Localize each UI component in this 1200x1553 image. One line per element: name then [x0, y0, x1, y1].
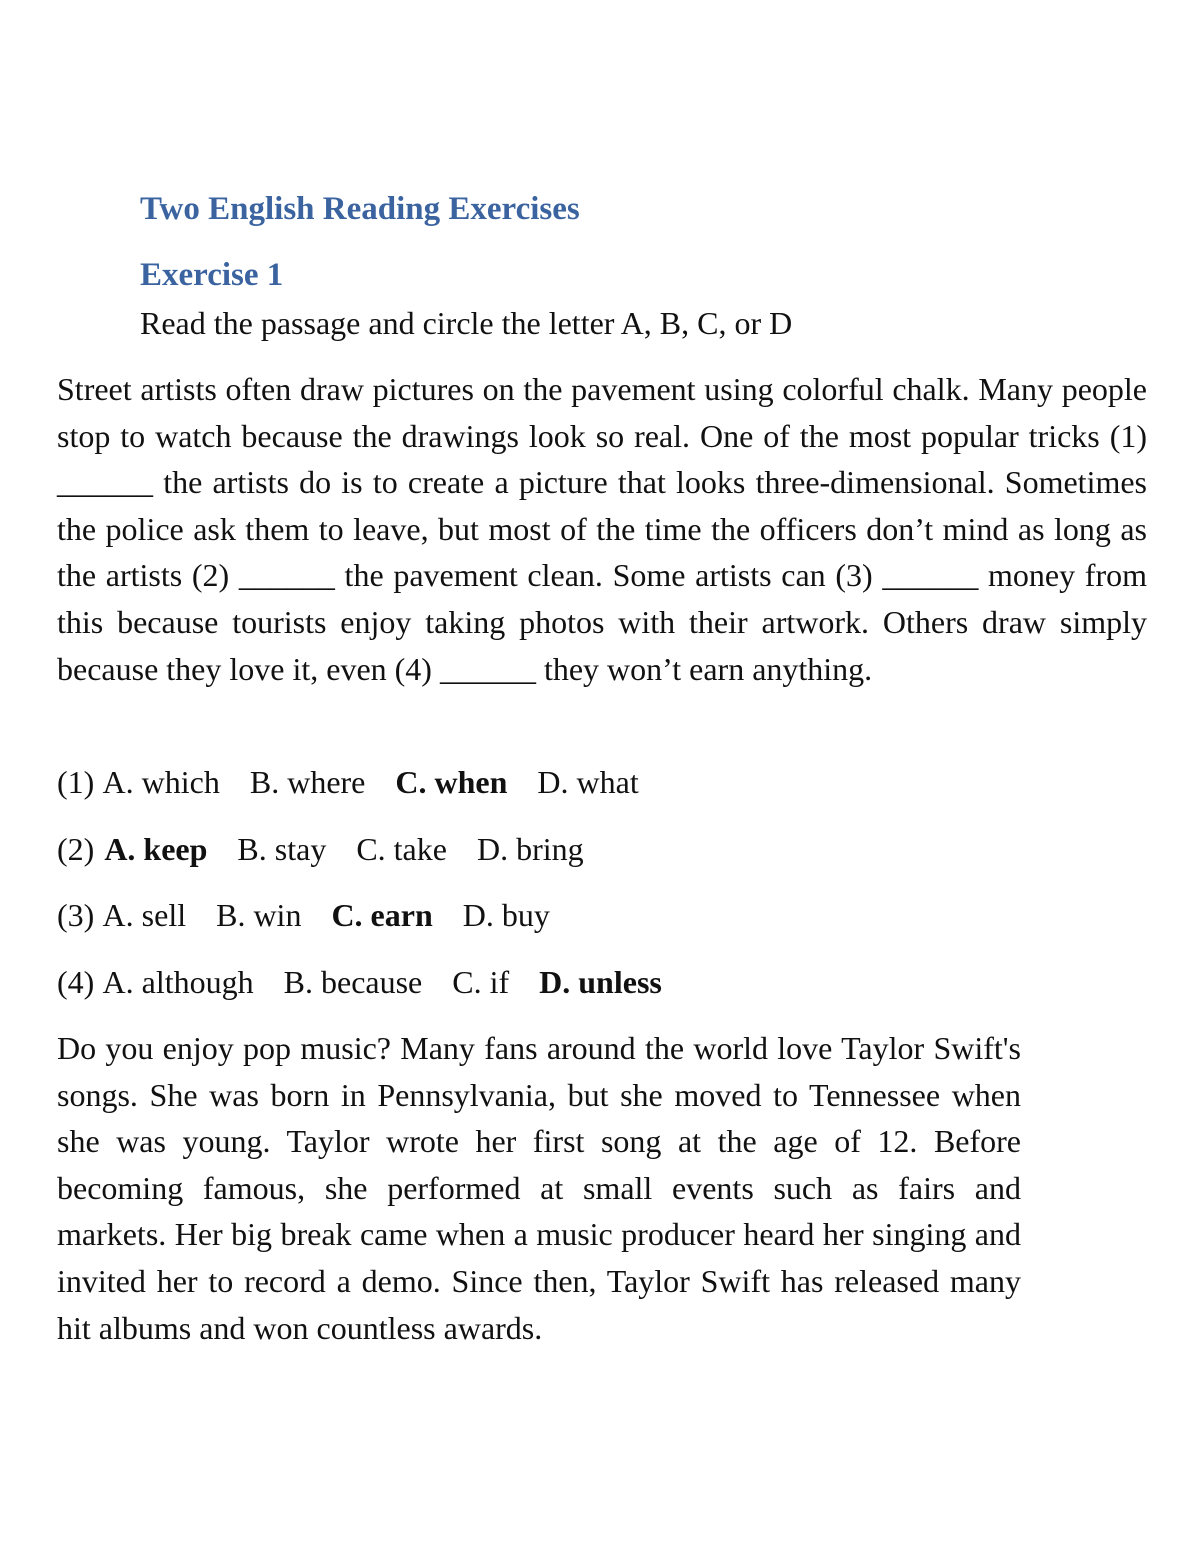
question-number: (2)	[57, 830, 95, 867]
question-row-3	[57, 893, 1057, 960]
option-c[interactable]: C. if	[452, 963, 510, 1000]
option-d[interactable]: D. what	[537, 764, 639, 800]
passage-street-artists: Street artists often draw pictures on the pavement using colorful chalk. Many people stop to watch because the drawings look so real. One of the most popular tricks (1) ______ the artists do is to create a picture that looks three-dimensional. Sometimes the police ask them to leave, but most of the time the officers don’t mind as long as the artists (2) ______ the pavement clean. Some artists can (3) ______ money from this because tourists enjoy taking photos with their artwork. Others draw simply because they love it, even (4) ______ they won’t earn anything.	[57, 371, 1147, 687]
exercise-heading: Exercise 1	[140, 257, 284, 293]
option-c[interactable]: C. when	[395, 764, 508, 800]
option-d[interactable]: D. unless	[539, 963, 662, 1000]
question-number: (1)	[57, 764, 95, 800]
option-c[interactable]: C. take	[356, 830, 447, 867]
question-number: (4)	[57, 963, 95, 1000]
option-c[interactable]: C. earn	[331, 897, 433, 933]
option-b[interactable]: B. win	[216, 897, 302, 933]
question-row-2	[57, 827, 1057, 894]
question-row-4	[57, 960, 1057, 1027]
document-title: Two English Reading Exercises	[140, 191, 580, 227]
option-b[interactable]: B. where	[249, 764, 366, 800]
option-d[interactable]: D. buy	[462, 897, 550, 933]
passage-taylor-swift: Do you enjoy pop music? Many fans around the world love Taylor Swift's songs. She was born in Pennsylvania, but she moved to Tennessee when she was young. Taylor wrote her first song at the age of 12. Before becoming famous, she performed at small events such as fairs and markets. Her big break came when a music producer heard her singing and invited her to record a demo. Since then, Taylor Swift has released many hit albums and won countless awards.	[57, 1030, 1021, 1346]
exercise-instruction: Read the passage and circle the letter A, B, C, or D	[140, 305, 793, 341]
option-d[interactable]: D. bring	[476, 830, 584, 867]
option-a[interactable]: A. which	[102, 764, 220, 800]
option-a[interactable]: A. keep	[104, 830, 208, 867]
question-list	[57, 760, 1057, 1026]
question-number: (3)	[57, 897, 95, 933]
option-a[interactable]: A. although	[102, 963, 254, 1000]
option-b[interactable]: B. because	[283, 963, 423, 1000]
option-a[interactable]: A. sell	[102, 897, 187, 933]
question-row-1	[57, 760, 1057, 827]
option-b[interactable]: B. stay	[237, 830, 327, 867]
